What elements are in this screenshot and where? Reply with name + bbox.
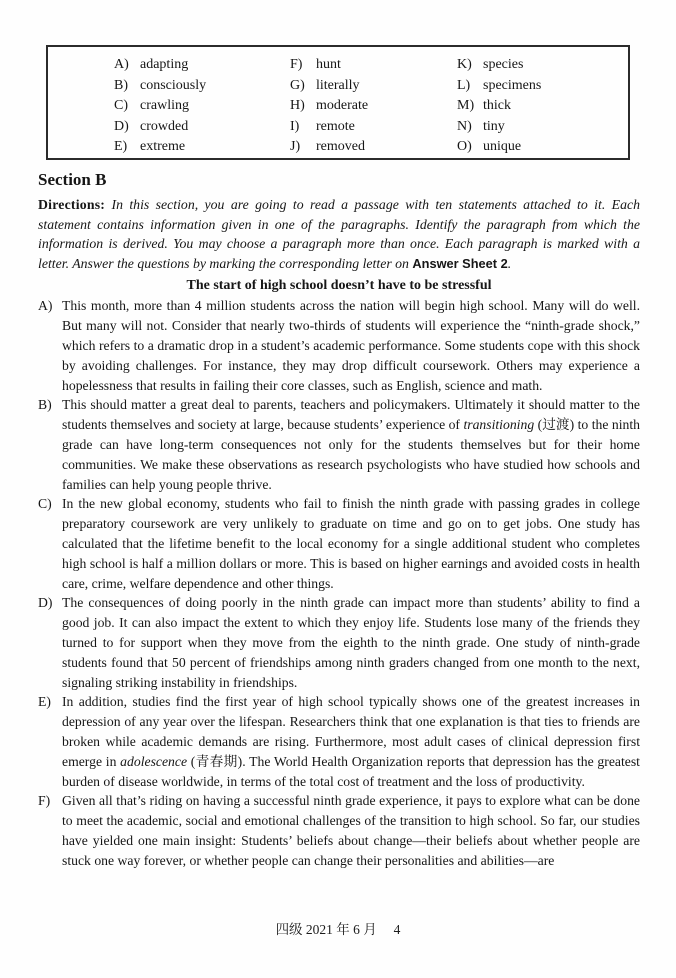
option-label: K) xyxy=(457,57,472,73)
paragraph-label: C) xyxy=(38,496,52,512)
section-b xyxy=(38,170,640,870)
option-label: H) xyxy=(290,98,305,114)
option-word: thick xyxy=(483,98,511,114)
paragraph-text: In the new global economy, students who fail to finish the ninth grade with passing grades in college preparatory coursework are very unlikely to graduate on time and go on to get jobs. One study has calculated that the lifetime benefit to the local economy for a single additional student who completes high school is half a million dollars or more. This is based on higher earnings and avoided costs in health care, crime, welfare dependence and other things. xyxy=(62,496,640,591)
passage-paragraph-e xyxy=(38,692,640,791)
option-label: C) xyxy=(114,98,128,114)
option-word: specimens xyxy=(483,77,542,93)
word-bank-item xyxy=(457,78,628,94)
word-bank-item xyxy=(290,57,457,73)
passage-paragraph-b xyxy=(38,395,640,494)
word-bank-item xyxy=(457,98,628,114)
passage-paragraph-c xyxy=(38,494,640,593)
word-bank-row xyxy=(114,137,628,158)
option-label: O) xyxy=(457,139,472,155)
word-bank-item xyxy=(290,119,457,135)
paragraph-text: The consequences of doing poorly in the ninth grade can impact more than students’ ability to find a good job. It can also impact the extent to which they enjoy life. Students lose many of the friends they turned to for support when they move from the eighth to the ninth grade. One study of ninth-grade students found that 50 percent of friendships among ninth graders changed from one month to the next, signaling striking instability in friendships. xyxy=(62,595,640,690)
directions-body: In this section, you are going to read a passage with ten statements attached to it. Each statement contains information given in one of the paragraphs. Identify the paragraph from which the information is derived. You may choose a paragraph more than once. Each paragraph is marked with a letter. Answer the questions by marking the corresponding letter on xyxy=(38,197,640,271)
option-label: G) xyxy=(290,77,305,93)
paragraph-text: This should matter a great deal to parents, teachers and policymakers. Ultimately it should matter to the students themselves and society at large, because students’ experience of xyxy=(62,397,640,433)
option-label: J) xyxy=(290,139,301,155)
passage-title: The start of high school doesn’t have to be stressful xyxy=(186,278,492,294)
option-word: adapting xyxy=(140,57,189,73)
passage-paragraph-a xyxy=(38,296,640,395)
page-footer: 四级 2021 年 6 月 4 xyxy=(275,922,401,937)
paragraph-text: (青春期). The World Health Organization reports that depression has the greatest burden of disease worldwide, in terms of the total cost of treatment and the loss of productivity. xyxy=(62,753,640,789)
word-bank-item xyxy=(114,57,290,73)
word-bank-box xyxy=(46,45,630,160)
paragraph-text: Given all that’s riding on having a successful ninth grade experience, it pays to explore what can be done to meet the academic, social and emotional challenges of the transition to high school. So far, our studies have yielded one main insight: Students’ beliefs about change—their beliefs about whether people are stuck one way forever, or whether people can change their personalities and abilities—are xyxy=(62,793,640,868)
word-bank-item xyxy=(290,78,457,94)
word-bank-row xyxy=(114,55,628,76)
paragraph-label: B) xyxy=(38,397,52,413)
word-bank-item xyxy=(114,98,290,114)
option-word: crowded xyxy=(140,118,189,134)
word-bank-item xyxy=(114,119,290,135)
paragraph-label: F) xyxy=(38,793,51,809)
paragraph-text-italic: transitioning xyxy=(463,417,535,433)
option-word: removed xyxy=(316,139,365,155)
word-bank-row xyxy=(114,96,628,117)
paragraph-label: A) xyxy=(38,298,53,314)
option-label: I) xyxy=(290,118,300,134)
option-word: crawling xyxy=(140,98,189,114)
option-label: E) xyxy=(114,139,128,155)
option-label: F) xyxy=(290,57,303,73)
option-word: unique xyxy=(483,139,522,155)
word-bank-item xyxy=(290,139,457,155)
passage-paragraph-f xyxy=(38,791,640,870)
option-word: remote xyxy=(316,118,355,134)
paragraph-label: D) xyxy=(38,595,53,611)
option-label: N) xyxy=(457,118,472,134)
word-bank-row xyxy=(114,117,628,138)
paragraph-text: (过渡) to the ninth grade can have long-term consequences not only for the students themselves but for their home communities. We make these observations as research psychologists who have studied how schools and families can help young people thrive. xyxy=(62,417,640,492)
option-label: M) xyxy=(457,98,475,114)
option-word: moderate xyxy=(316,98,369,114)
option-label: B) xyxy=(114,77,128,93)
option-word: literally xyxy=(316,77,360,93)
word-bank-item xyxy=(457,119,628,135)
word-bank-item xyxy=(457,139,628,155)
paragraph-text-italic: adolescence xyxy=(120,753,188,769)
option-word: consciously xyxy=(140,77,207,93)
option-word: hunt xyxy=(316,57,341,73)
option-word: extreme xyxy=(140,139,186,155)
directions-period: . xyxy=(507,255,512,271)
directions-label: Directions: xyxy=(38,197,106,212)
word-bank-row xyxy=(114,76,628,97)
option-label: L) xyxy=(457,77,471,93)
section-b-heading: Section B xyxy=(38,170,107,189)
paragraph-label: E) xyxy=(38,694,51,710)
word-bank-item xyxy=(114,78,290,94)
passage-paragraph-d xyxy=(38,593,640,692)
paragraph-text: In addition, studies find the first year of high school typically shows one of the greatest increases in depression of any year over the lifespan. Researchers think that one explanation is that ties to friends are broken while academic demands are rising. Furthermore, most adult cases of clinical depression first emerge in xyxy=(62,694,640,769)
paragraph-text: This month, more than 4 million students across the nation will begin high school. Many will do well. But many will not. Consider that nearly two-thirds of students will experience the “ninth-grade shock,” which refers to a dramatic drop in a student’s academic performance. Some students cope with this shock by avoiding challenges. For instance, they may drop difficult coursework. Others may experience a hopelessness that results in failing their core classes, such as English, science and math. xyxy=(62,298,640,393)
answer-sheet-ref: Answer Sheet 2 xyxy=(412,255,508,271)
option-word: tiny xyxy=(483,118,505,134)
word-bank-item xyxy=(457,57,628,73)
option-label: D) xyxy=(114,118,129,134)
word-bank-item xyxy=(290,98,457,114)
directions xyxy=(38,195,640,273)
option-word: species xyxy=(483,57,524,73)
word-bank-item xyxy=(114,139,290,155)
option-label: A) xyxy=(114,57,129,73)
